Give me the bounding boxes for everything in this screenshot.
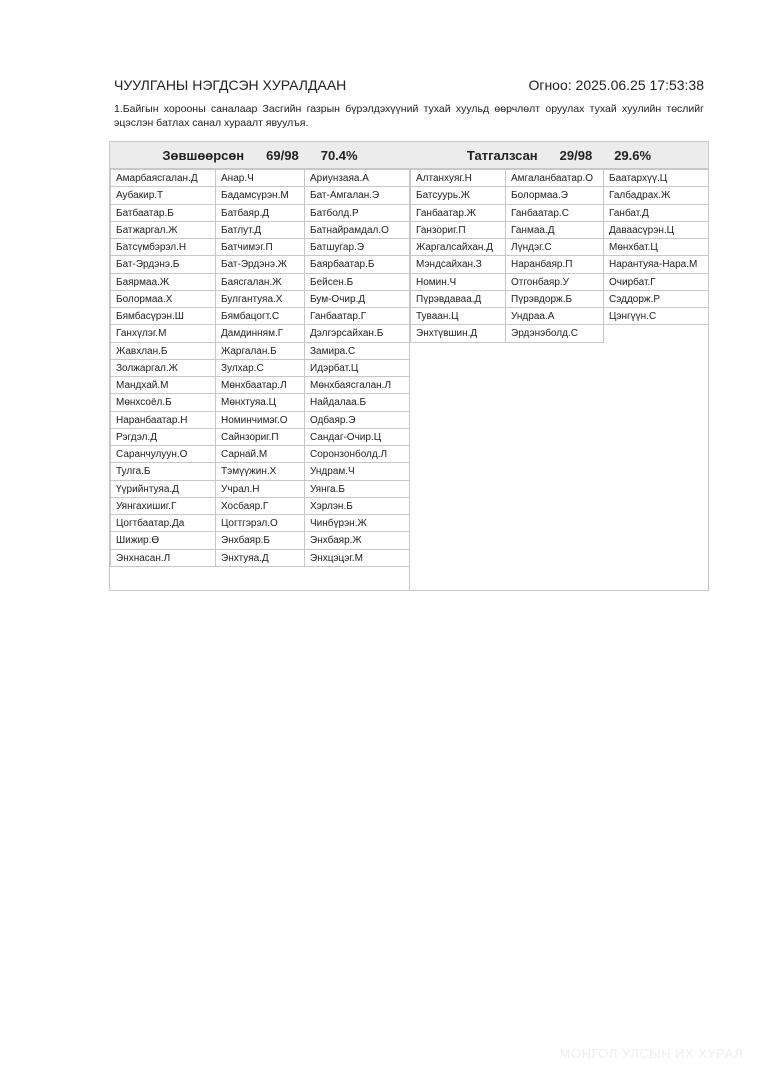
reject-section	[410, 142, 708, 342]
member-name-cell: Бямбацогт.С	[215, 307, 305, 325]
member-name-cell: Эрдэнэболд.С	[505, 324, 604, 342]
member-name-cell: Бат-Эрдэнэ.Ж	[215, 255, 305, 273]
member-name-cell: Бадамсүрэн.М	[215, 186, 305, 204]
member-name-cell: Пүрэвдаваа.Д	[410, 290, 506, 308]
member-name-cell: Хосбаяр.Г	[215, 497, 305, 515]
approve-names-grid	[110, 169, 410, 566]
member-name-cell: Энхбаяр.Б	[215, 531, 305, 549]
member-name-cell: Батжаргал.Ж	[110, 221, 216, 239]
member-name-cell: Бямбасүрэн.Ш	[110, 307, 216, 325]
member-name-cell: Ундраа.А	[505, 307, 604, 325]
member-name-cell: Найдалаа.Б	[304, 393, 410, 411]
member-name-cell: Идэрбат.Ц	[304, 359, 410, 377]
member-name-cell: Мөнхбат.Ц	[603, 238, 709, 256]
member-name-cell: Ганбат.Д	[603, 204, 709, 222]
member-name-cell: Ганбаатар.Г	[304, 307, 410, 325]
member-name-cell: Энхтүвшин.Д	[410, 324, 506, 342]
member-name-cell: Жаргалсайхан.Д	[410, 238, 506, 256]
reject-count: 29/98	[559, 147, 593, 163]
approve-label: Зөвшөөрсөн	[162, 147, 245, 163]
member-name-cell: Үүрийнтуяа.Д	[110, 480, 216, 498]
member-name-cell: Очирбат.Г	[603, 273, 709, 291]
session-date: Огноо: 2025.06.25 17:53:38	[528, 77, 704, 93]
member-name-cell: Болормаа.Х	[110, 290, 216, 308]
reject-label: Татгалзсан	[466, 147, 538, 163]
approve-percent: 70.4%	[320, 147, 358, 163]
member-name-cell: Жавхлан.Б	[110, 342, 216, 360]
member-name-cell: Саранчулуун.О	[110, 445, 216, 463]
member-name-cell: Энхтуяа.Д	[215, 549, 305, 567]
member-name-cell: Алтанхуяг.Н	[410, 169, 506, 187]
vote-results-table	[109, 141, 709, 591]
member-name-cell: Наранбаатар.Н	[110, 411, 216, 429]
member-name-cell: Ундрам.Ч	[304, 462, 410, 480]
member-name-cell: Болормаа.Э	[505, 186, 604, 204]
member-name-cell: Сандаг-Очир.Ц	[304, 428, 410, 446]
member-name-cell: Ганбаатар.Ж	[410, 204, 506, 222]
member-name-cell: Мандхай.М	[110, 376, 216, 394]
approve-header	[110, 142, 410, 169]
member-name-cell: Ганхүлэг.М	[110, 324, 216, 342]
member-name-cell: Бейсен.Б	[304, 273, 410, 291]
member-name-cell: Анар.Ч	[215, 169, 305, 187]
reject-names-grid	[410, 169, 708, 342]
member-name-cell: Баярбаатар.Б	[304, 255, 410, 273]
member-name-cell: Баатархүү.Ц	[603, 169, 709, 187]
member-name-cell: Амгаланбаатар.О	[505, 169, 604, 187]
member-name-cell: Мэндсайхан.З	[410, 255, 506, 273]
member-name-cell: Батчимэг.П	[215, 238, 305, 256]
member-name-cell: Мөнхсоёл.Б	[110, 393, 216, 411]
member-name-cell: Ганмаа.Д	[505, 221, 604, 239]
member-name-cell: Учрал.Н	[215, 480, 305, 498]
member-name-cell: Номин.Ч	[410, 273, 506, 291]
member-name-cell: Хэрлэн.Б	[304, 497, 410, 515]
vote-description: 1.Байгын хорооны саналаар Засгийн газрын бүрэлдэхүүний тухай хуульд өөрчлөлт оруулах тухай хуулийн төслийг эцэслэн батлах санал хураалт явуулъя.	[114, 103, 704, 129]
member-name-cell: Сэддорж.Р	[603, 290, 709, 308]
member-name-cell: Бум-Очир.Д	[304, 290, 410, 308]
document-header	[114, 77, 704, 93]
member-name-cell: Нарантуяа-Нара.М	[603, 255, 709, 273]
member-name-cell: Амарбаясгалан.Д	[110, 169, 216, 187]
member-name-cell: Шижир.Ө	[110, 531, 216, 549]
member-name-cell: Цогтбаатар.Да	[110, 514, 216, 532]
member-name-cell: Бат-Эрдэнэ.Б	[110, 255, 216, 273]
member-name-cell: Батбаатар.Б	[110, 204, 216, 222]
reject-percent: 29.6%	[614, 147, 652, 163]
member-name-cell: Рэгдэл.Д	[110, 428, 216, 446]
approve-section	[110, 142, 410, 566]
member-name-cell: Батшугар.Э	[304, 238, 410, 256]
member-name-cell: Жаргалан.Б	[215, 342, 305, 360]
member-name-cell: Лүндэг.С	[505, 238, 604, 256]
member-name-cell: Тэмүүжин.Х	[215, 462, 305, 480]
member-name-cell: Энхцэцэг.М	[304, 549, 410, 567]
member-name-cell: Уянгахишиг.Г	[110, 497, 216, 515]
member-name-cell: Цогтгэрэл.О	[215, 514, 305, 532]
member-name-cell: Дамдинням.Г	[215, 324, 305, 342]
member-name-cell: Пүрэвдорж.Б	[505, 290, 604, 308]
member-name-cell: Мөнхбаатар.Л	[215, 376, 305, 394]
member-name-cell: Батсуурь.Ж	[410, 186, 506, 204]
member-name-cell: Даваасүрэн.Ц	[603, 221, 709, 239]
member-name-cell: Золжаргал.Ж	[110, 359, 216, 377]
member-name-cell: Сарнай.М	[215, 445, 305, 463]
member-name-cell: Тулга.Б	[110, 462, 216, 480]
member-name-cell: Энхбаяр.Ж	[304, 531, 410, 549]
member-name-cell: Наранбаяр.П	[505, 255, 604, 273]
member-name-cell: Ганзориг.П	[410, 221, 506, 239]
member-name-cell: Дэлгэрсайхан.Б	[304, 324, 410, 342]
member-name-cell: Булгантуяа.Х	[215, 290, 305, 308]
member-name-cell: Батболд.Р	[304, 204, 410, 222]
member-name-cell: Батлут.Д	[215, 221, 305, 239]
member-name-cell: Ганбаатар.С	[505, 204, 604, 222]
parliament-watermark: МОНГОЛ УЛСЫН ИХ ХУРАЛ	[559, 1046, 743, 1061]
member-name-cell: Сайнзориг.П	[215, 428, 305, 446]
member-name-cell: Отгонбаяр.У	[505, 273, 604, 291]
member-name-cell: Мөнхтуяа.Ц	[215, 393, 305, 411]
member-name-cell: Чинбүрэн.Ж	[304, 514, 410, 532]
session-title: ЧУУЛГАНЫ НЭГДСЭН ХУРАЛДААН	[114, 77, 347, 93]
member-name-cell: Галбадрах.Ж	[603, 186, 709, 204]
member-name-cell: Бат-Амгалан.Э	[304, 186, 410, 204]
member-name-cell: Энхнасан.Л	[110, 549, 216, 567]
member-name-cell: Баясгалан.Ж	[215, 273, 305, 291]
member-name-cell: Соронзонболд.Л	[304, 445, 410, 463]
member-name-cell: Батбаяр.Д	[215, 204, 305, 222]
reject-header	[410, 142, 708, 169]
member-name-cell: Туваан.Ц	[410, 307, 506, 325]
member-name-cell: Аубакир.Т	[110, 186, 216, 204]
member-name-cell: Батсүмбэрэл.Н	[110, 238, 216, 256]
member-name-cell: Мөнхбаясгалан.Л	[304, 376, 410, 394]
member-name-cell: Ариунзаяа.А	[304, 169, 410, 187]
member-name-cell: Батнайрамдал.О	[304, 221, 410, 239]
member-name-cell: Баярмаа.Ж	[110, 273, 216, 291]
member-name-cell: Уянга.Б	[304, 480, 410, 498]
member-name-cell: Цэнгүүн.С	[603, 307, 709, 325]
member-name-cell: Замира.С	[304, 342, 410, 360]
member-name-cell: Одбаяр.Э	[304, 411, 410, 429]
member-name-cell: Номинчимэг.О	[215, 411, 305, 429]
approve-count: 69/98	[266, 147, 299, 163]
member-name-cell: Зулхар.С	[215, 359, 305, 377]
